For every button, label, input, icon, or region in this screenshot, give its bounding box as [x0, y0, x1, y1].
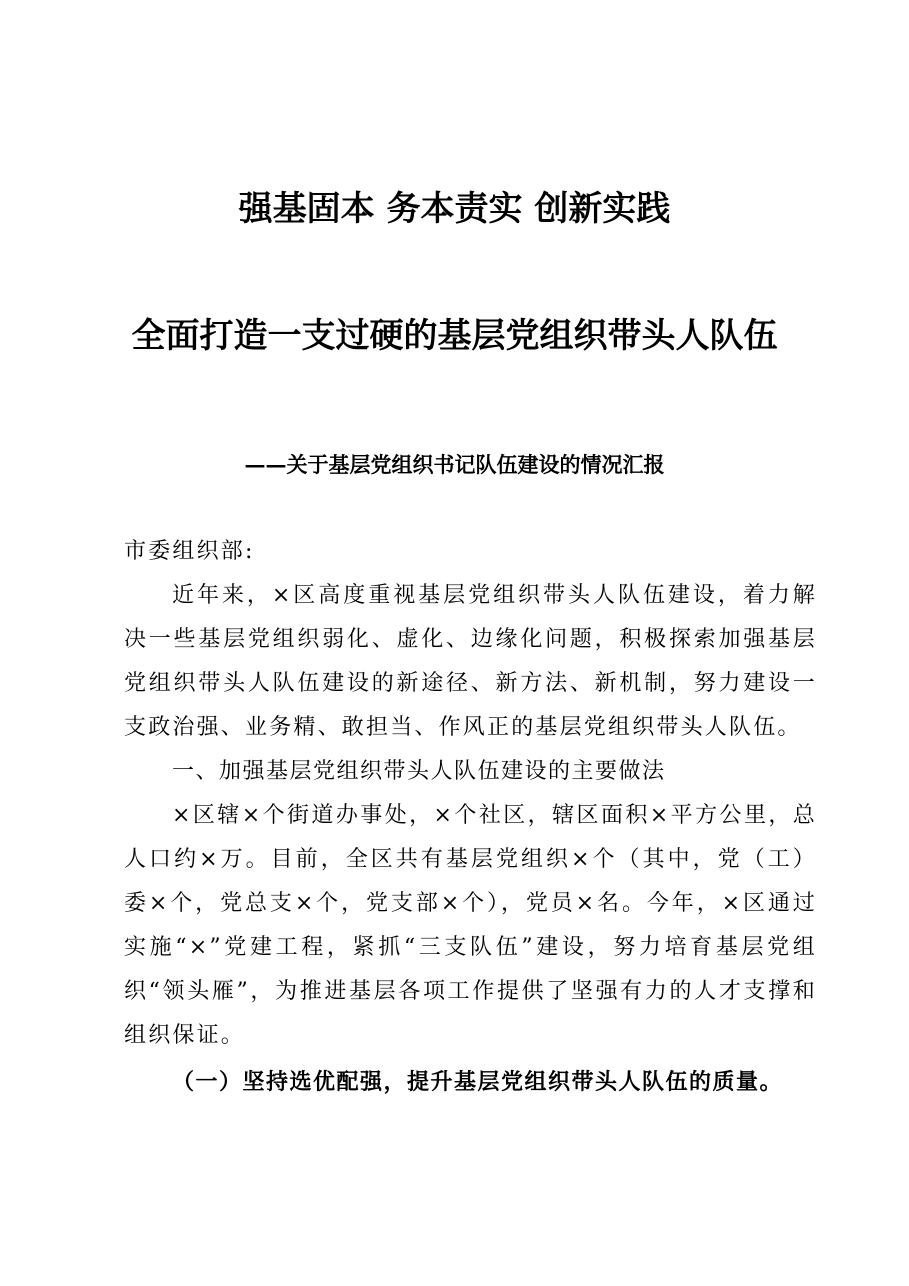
salutation: 市委组织部:: [124, 539, 255, 564]
document-title-line-1: 强基固本 务本责实 创新实践: [238, 189, 671, 229]
paragraph-overview: ×区辖×个街道办事处，×个社区，辖区面积×平方公里，总人口约×万。目前，全区共有基层党组织×个（其中，党（工）委×个，党总支×个，党支部×个），党员×名。今年，×区通过实施“×”党建工程，紧抓“三支队伍”建设，努力培育基层党组织“领头雁”，为推进基层各项工作提供了坚强有力的人才支撑和组织保证。: [124, 803, 817, 1048]
document-title-line-2: 全面打造一支过硬的基层党组织带头人队伍: [131, 316, 778, 356]
section-heading-1: 一、加强基层党组织带头人队伍建设的主要做法: [172, 759, 666, 784]
subsection-heading-1: （一）坚持选优配强，提升基层党组织带头人队伍的质量。: [172, 1069, 784, 1095]
document-subtitle: ——关于基层党组织书记队伍建设的情况汇报: [244, 452, 665, 477]
paragraph-intro: 近年来，×区高度重视基层党组织带头人队伍建设，着力解决一些基层党组织弱化、虚化、边缘化问题，积极探索加强基层党组织带头人队伍建设的新途径、新方法、新机制，努力建设一支政治强、业务精、敢担当、作风正的基层党组织带头人队伍。: [124, 583, 817, 740]
